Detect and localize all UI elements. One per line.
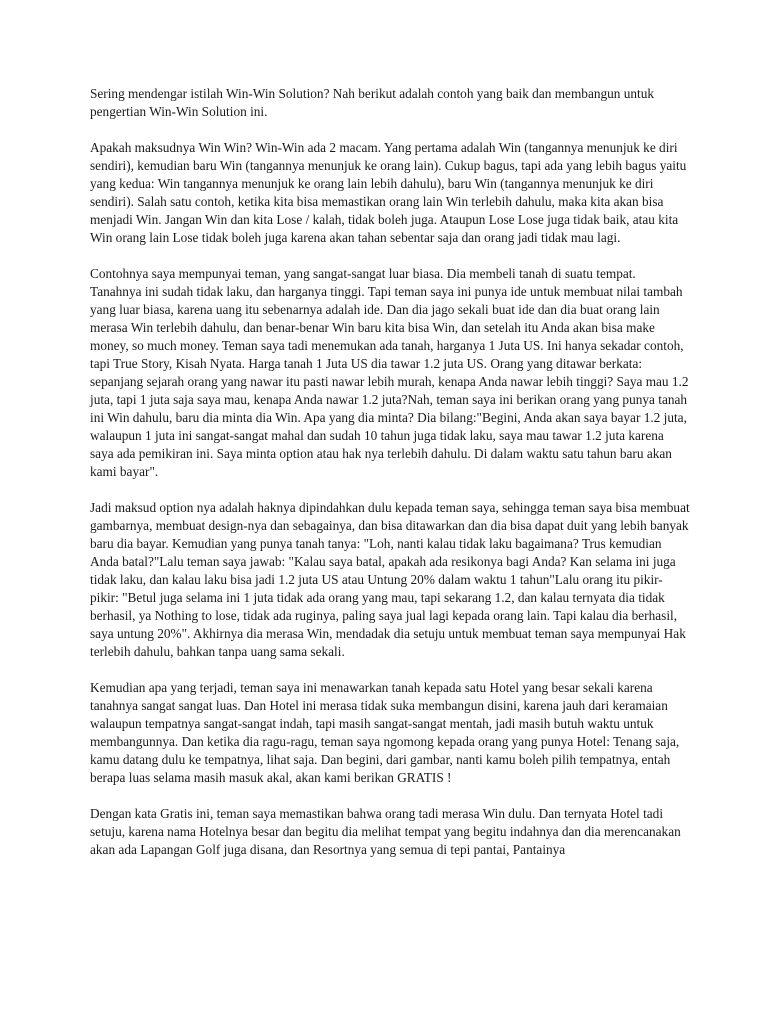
- paragraph-land-example: Contohnya saya mempunyai teman, yang sangat-sangat luar biasa. Dia membeli tanah di suatu tempat. Tanahnya ini sudah tidak laku, dan harganya tinggi. Tapi teman saya ini punya ide untuk membuat nilai tambah yang luar biasa, karena uang itu sebenarnya adalah ide. Dan dia jago sekali buat ide dan dia buat orang lain merasa Win terlebih dahulu, dan benar-benar Win baru kita bisa Win, dan setelah itu Anda akan bisa make money, so much money. Teman saya tadi menemukan ada tanah, harganya 1 Juta US. Ini hanya sekadar contoh, tapi True Story, Kisah Nyata. Harga tanah 1 Juta US dia tawar 1.2 juta US. Orang yang ditawar berkata: sepanjang sejarah orang yang nawar itu pasti nawar lebih murah, kenapa Anda nawar lebih tinggi? Saya mau 1.2 juta, tapi 1 juta saja saya mau, kenapa Anda nawar 1.2 juta?Nah, teman saya ini berikan orang yang punya tanah ini Win dahulu, baru dia minta dia Win. Apa yang dia minta? Dia bilang:"Begini, Anda akan saya bayar 1.2 juta, walaupun 1 juta ini sangat-sangat mahal dan sudah 10 tahun juga tidak laku, saya mau tawar 1.2 juta karena saya ada pemikiran ini. Saya minta option atau hak nya terlebih dahulu. Di dalam waktu satu tahun baru akan kami bayar".: [90, 266, 689, 479]
- document-body: [90, 85, 690, 877]
- paragraph-intro: Sering mendengar istilah Win-Win Solution? Nah berikut adalah contoh yang baik dan membangun untuk pengertian Win-Win Solution ini.: [90, 86, 655, 119]
- paragraph-win-win-definition: Apakah maksudnya Win Win? Win-Win ada 2 macam. Yang pertama adalah Win (tangannya menunjuk ke diri sendiri), kemudian baru Win (tangannya menunjuk ke orang lain). Cukup bagus, tapi ada yang lebih bagus yaitu yang kedua: Win tangannya menunjuk ke orang lain lebih dahulu), baru Win (tangannya menunjuk ke diri sendiri). Salah satu contoh, ketika kita bisa memastikan orang lain Win terlebih dahulu, maka kita akan bisa menjadi Win. Jangan Win dan kita Lose / kalah, tidak boleh juga. Ataupun Lose Lose juga tidak baik, atau kita Win orang lain Lose tidak boleh juga karena akan tahan sebentar saja dan orang jadi tidak mau lagi.: [90, 140, 687, 245]
- paragraph-hotel-offer: Kemudian apa yang terjadi, teman saya ini menawarkan tanah kepada satu Hotel yang besar sekali karena tanahnya sangat sangat luas. Dan Hotel ini merasa tidak suka membangun disini, karena jauh dari keramaian walaupun tempatnya sangat-sangat indah, tapi masih sangat-sangat mentah, jadi masih butuh waktu untuk membangunnya. Dan ketika dia ragu-ragu, teman saya ngomong kepada orang yang punya Hotel: Tenang saja, kamu datang dulu ke tempatnya, lihat saja. Dan begini, dari gambar, nanti kamu boleh pilih tempatnya, entah berapa luas selama masih masuk akal, akan kami berikan GRATIS !: [90, 680, 680, 785]
- paragraph-gratis: Dengan kata Gratis ini, teman saya memastikan bahwa orang tadi merasa Win dulu. Dan ternyata Hotel tadi setuju, karena nama Hotelnya besar dan begitu dia melihat tempat yang begitu indahnya dan dia merencanakan akan ada Lapangan Golf juga disana, dan Resortnya yang semua di tepi pantai, Pantainya: [90, 806, 681, 857]
- paragraph-option-explanation: Jadi maksud option nya adalah haknya dipindahkan dulu kepada teman saya, sehingga teman saya bisa membuat gambarnya, membuat design-nya dan sebagainya, dan bisa ditawarkan dan dia bisa dapat duit yang lebih banyak baru dia bayar. Kemudian yang punya tanah tanya: "Loh, nanti kalau tidak laku bagaimana? Trus kemudian Anda batal?"Lalu teman saya jawab: "Kalau saya batal, apakah ada resikonya bagi Anda? Kan selama ini juga tidak laku, dan kalau laku bisa jadi 1.2 juta US atau Untung 20% dalam waktu 1 tahun"Lalu orang itu pikir-pikir: "Betul juga selama ini 1 juta tidak ada orang yang mau, tapi sekarang 1.2, dan kalau ternyata dia tidak berhasil, ya Nothing to lose, tidak ada ruginya, paling saya jual lagi kepada orang lain. Tapi kalau dia berhasil, saya untung 20%". Akhirnya dia merasa Win, mendadak dia setuju untuk membuat teman saya mempunyai Hak terlebih dahulu, bahkan tanpa uang sama sekali.: [90, 500, 690, 659]
